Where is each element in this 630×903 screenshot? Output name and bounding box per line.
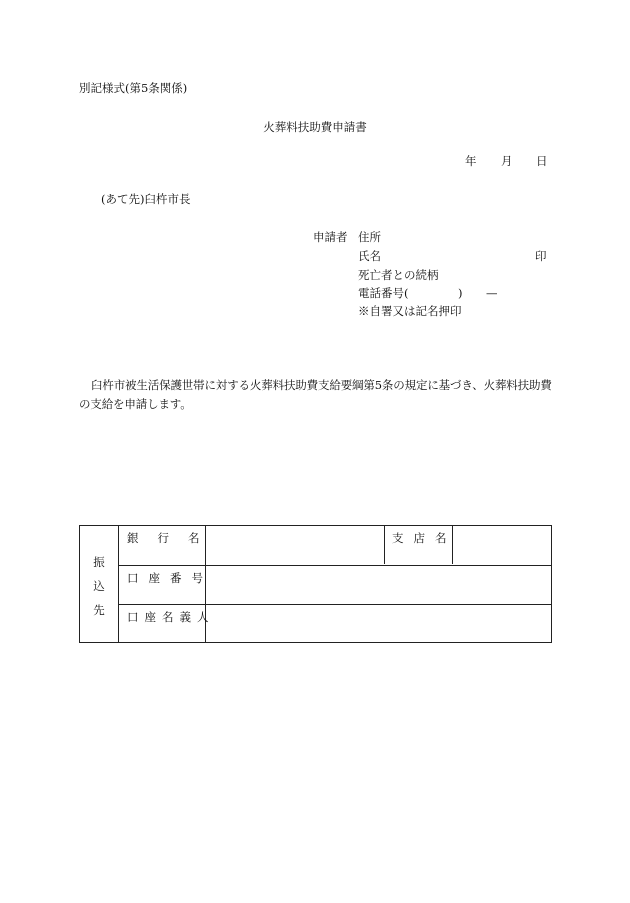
phone-label: 電話番号( xyxy=(358,286,409,300)
section-label-char: 込 xyxy=(93,579,105,593)
applicant-label: 申請者 xyxy=(313,230,348,244)
document-title: 火葬料扶助費申請書 xyxy=(263,120,367,134)
address-label: 住所 xyxy=(358,230,381,244)
date-year-label: 年 xyxy=(465,154,477,168)
bank-name-label: 銀行名 xyxy=(127,531,219,545)
phone-close-paren: ) xyxy=(458,286,463,300)
section-label-char: 振 xyxy=(93,555,105,569)
branch-name-label: 支店名 xyxy=(392,531,457,545)
bank-name-field[interactable] xyxy=(206,526,384,565)
branch-name-field[interactable] xyxy=(453,526,551,565)
account-holder-label: 口座名義人 xyxy=(127,610,215,624)
date-month-label: 月 xyxy=(501,154,513,168)
account-holder-field[interactable] xyxy=(206,605,551,642)
signature-note: ※自署又は記名押印 xyxy=(358,304,462,318)
addressee: (あて先)臼杵市長 xyxy=(101,192,191,206)
account-number-field[interactable] xyxy=(206,566,551,604)
form-reference: 別記様式(第5条関係) xyxy=(79,81,188,95)
bank-transfer-table xyxy=(79,525,552,643)
table-divider xyxy=(118,526,119,642)
seal-mark: 印 xyxy=(535,249,547,263)
phone-dash: — xyxy=(486,286,498,300)
application-body-text: 臼杵市被生活保護世帯に対する火葬料扶助費支給要綱第5条の規定に基づき、火葬料扶助費の支給を申請します。 xyxy=(79,378,552,411)
account-number-label: 口座番号 xyxy=(127,571,213,585)
relation-label: 死亡者との続柄 xyxy=(358,268,439,282)
section-label-char: 先 xyxy=(93,603,105,617)
name-label: 氏名 xyxy=(358,249,381,263)
date-day-label: 日 xyxy=(536,154,548,168)
table-divider xyxy=(384,526,385,564)
